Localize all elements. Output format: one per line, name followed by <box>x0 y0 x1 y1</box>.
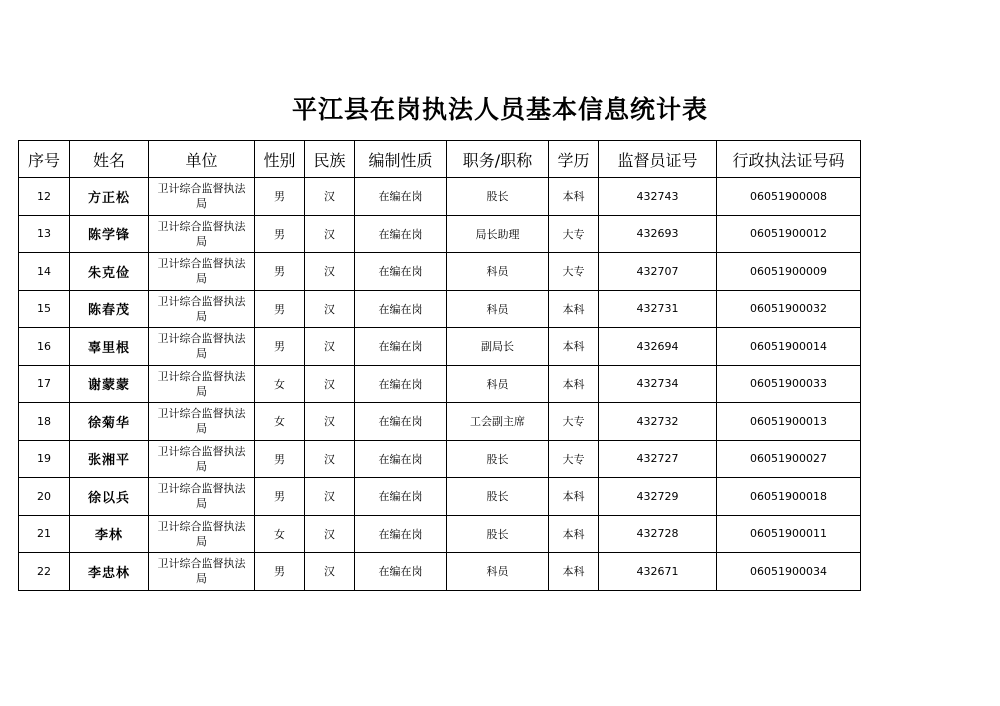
cell-gender: 男 <box>255 178 305 216</box>
table-row <box>19 553 861 591</box>
cell-gender: 女 <box>255 365 305 403</box>
cell-name: 徐以兵 <box>70 478 149 516</box>
cell-serial-no: 15 <box>19 290 70 328</box>
cell-education: 大专 <box>549 253 599 291</box>
cell-position: 股长 <box>447 515 549 553</box>
cell-ethnicity: 汉 <box>305 478 355 516</box>
table-row <box>19 328 861 366</box>
header-education: 学历 <box>549 141 599 178</box>
header-staffing: 编制性质 <box>355 141 447 178</box>
cell-serial-no: 17 <box>19 365 70 403</box>
cell-gender: 男 <box>255 215 305 253</box>
cell-supervisor-id: 432731 <box>599 290 717 328</box>
cell-ethnicity: 汉 <box>305 365 355 403</box>
cell-unit: 卫计综合监督执法局 <box>149 215 255 253</box>
cell-enforcement-id: 06051900034 <box>717 553 861 591</box>
table-row <box>19 403 861 441</box>
cell-staffing: 在编在岗 <box>355 290 447 328</box>
cell-serial-no: 16 <box>19 328 70 366</box>
cell-position: 科员 <box>447 290 549 328</box>
cell-serial-no: 13 <box>19 215 70 253</box>
cell-serial-no: 18 <box>19 403 70 441</box>
cell-position: 股长 <box>447 178 549 216</box>
cell-supervisor-id: 432729 <box>599 478 717 516</box>
cell-unit: 卫计综合监督执法局 <box>149 553 255 591</box>
cell-enforcement-id: 06051900027 <box>717 440 861 478</box>
cell-supervisor-id: 432707 <box>599 253 717 291</box>
cell-name: 陈学锋 <box>70 215 149 253</box>
cell-unit: 卫计综合监督执法局 <box>149 365 255 403</box>
cell-staffing: 在编在岗 <box>355 478 447 516</box>
header-unit: 单位 <box>149 141 255 178</box>
cell-gender: 男 <box>255 553 305 591</box>
cell-position: 科员 <box>447 553 549 591</box>
cell-unit: 卫计综合监督执法局 <box>149 178 255 216</box>
table-row <box>19 253 861 291</box>
table-row <box>19 365 861 403</box>
cell-gender: 男 <box>255 253 305 291</box>
cell-supervisor-id: 432694 <box>599 328 717 366</box>
cell-ethnicity: 汉 <box>305 553 355 591</box>
cell-serial-no: 14 <box>19 253 70 291</box>
cell-enforcement-id: 06051900032 <box>717 290 861 328</box>
cell-education: 本科 <box>549 553 599 591</box>
cell-name: 谢蒙蒙 <box>70 365 149 403</box>
table-row <box>19 515 861 553</box>
table-row <box>19 290 861 328</box>
cell-serial-no: 22 <box>19 553 70 591</box>
cell-position: 工会副主席 <box>447 403 549 441</box>
cell-staffing: 在编在岗 <box>355 365 447 403</box>
cell-staffing: 在编在岗 <box>355 215 447 253</box>
cell-staffing: 在编在岗 <box>355 440 447 478</box>
cell-ethnicity: 汉 <box>305 328 355 366</box>
cell-gender: 男 <box>255 328 305 366</box>
cell-ethnicity: 汉 <box>305 403 355 441</box>
cell-position: 科员 <box>447 253 549 291</box>
cell-supervisor-id: 432728 <box>599 515 717 553</box>
cell-staffing: 在编在岗 <box>355 178 447 216</box>
cell-staffing: 在编在岗 <box>355 253 447 291</box>
cell-serial-no: 12 <box>19 178 70 216</box>
header-gender: 性别 <box>255 141 305 178</box>
cell-serial-no: 20 <box>19 478 70 516</box>
cell-enforcement-id: 06051900033 <box>717 365 861 403</box>
cell-enforcement-id: 06051900018 <box>717 478 861 516</box>
cell-name: 方正松 <box>70 178 149 216</box>
cell-ethnicity: 汉 <box>305 253 355 291</box>
cell-education: 大专 <box>549 403 599 441</box>
cell-unit: 卫计综合监督执法局 <box>149 515 255 553</box>
cell-supervisor-id: 432693 <box>599 215 717 253</box>
cell-position: 副局长 <box>447 328 549 366</box>
cell-enforcement-id: 06051900009 <box>717 253 861 291</box>
cell-name: 李林 <box>70 515 149 553</box>
cell-gender: 男 <box>255 440 305 478</box>
cell-education: 大专 <box>549 215 599 253</box>
header-ethnicity: 民族 <box>305 141 355 178</box>
cell-staffing: 在编在岗 <box>355 403 447 441</box>
cell-enforcement-id: 06051900008 <box>717 178 861 216</box>
cell-enforcement-id: 06051900011 <box>717 515 861 553</box>
cell-name: 李忠林 <box>70 553 149 591</box>
cell-serial-no: 19 <box>19 440 70 478</box>
cell-supervisor-id: 432727 <box>599 440 717 478</box>
cell-name: 张湘平 <box>70 440 149 478</box>
cell-education: 大专 <box>549 440 599 478</box>
cell-name: 徐菊华 <box>70 403 149 441</box>
header-serial-no: 序号 <box>19 141 70 178</box>
table-row <box>19 440 861 478</box>
cell-staffing: 在编在岗 <box>355 553 447 591</box>
cell-education: 本科 <box>549 290 599 328</box>
page-title: 平江县在岗执法人员基本信息统计表 <box>291 95 708 124</box>
cell-staffing: 在编在岗 <box>355 328 447 366</box>
cell-unit: 卫计综合监督执法局 <box>149 440 255 478</box>
table-row <box>19 215 861 253</box>
cell-position: 科员 <box>447 365 549 403</box>
header-position: 职务/职称 <box>447 141 549 178</box>
cell-ethnicity: 汉 <box>305 290 355 328</box>
cell-gender: 男 <box>255 478 305 516</box>
cell-education: 本科 <box>549 515 599 553</box>
cell-staffing: 在编在岗 <box>355 515 447 553</box>
cell-supervisor-id: 432671 <box>599 553 717 591</box>
header-supervisor-id: 监督员证号 <box>599 141 717 178</box>
cell-supervisor-id: 432732 <box>599 403 717 441</box>
table-header-row <box>19 141 861 178</box>
cell-enforcement-id: 06051900012 <box>717 215 861 253</box>
cell-gender: 男 <box>255 290 305 328</box>
header-name: 姓名 <box>70 141 149 178</box>
cell-supervisor-id: 432743 <box>599 178 717 216</box>
cell-education: 本科 <box>549 478 599 516</box>
cell-name: 陈春茂 <box>70 290 149 328</box>
header-enforcement-id: 行政执法证号码 <box>717 141 861 178</box>
cell-education: 本科 <box>549 365 599 403</box>
cell-ethnicity: 汉 <box>305 515 355 553</box>
table-row <box>19 178 861 216</box>
cell-name: 辜里根 <box>70 328 149 366</box>
table-row <box>19 478 861 516</box>
cell-position: 股长 <box>447 440 549 478</box>
cell-serial-no: 21 <box>19 515 70 553</box>
cell-ethnicity: 汉 <box>305 178 355 216</box>
cell-unit: 卫计综合监督执法局 <box>149 478 255 516</box>
cell-unit: 卫计综合监督执法局 <box>149 328 255 366</box>
cell-gender: 女 <box>255 403 305 441</box>
cell-gender: 女 <box>255 515 305 553</box>
cell-education: 本科 <box>549 178 599 216</box>
cell-unit: 卫计综合监督执法局 <box>149 253 255 291</box>
cell-ethnicity: 汉 <box>305 440 355 478</box>
cell-enforcement-id: 06051900014 <box>717 328 861 366</box>
cell-ethnicity: 汉 <box>305 215 355 253</box>
cell-position: 股长 <box>447 478 549 516</box>
staff-info-table <box>18 140 861 591</box>
cell-unit: 卫计综合监督执法局 <box>149 290 255 328</box>
cell-education: 本科 <box>549 328 599 366</box>
cell-enforcement-id: 06051900013 <box>717 403 861 441</box>
cell-supervisor-id: 432734 <box>599 365 717 403</box>
cell-name: 朱克俭 <box>70 253 149 291</box>
cell-unit: 卫计综合监督执法局 <box>149 403 255 441</box>
cell-position: 局长助理 <box>447 215 549 253</box>
